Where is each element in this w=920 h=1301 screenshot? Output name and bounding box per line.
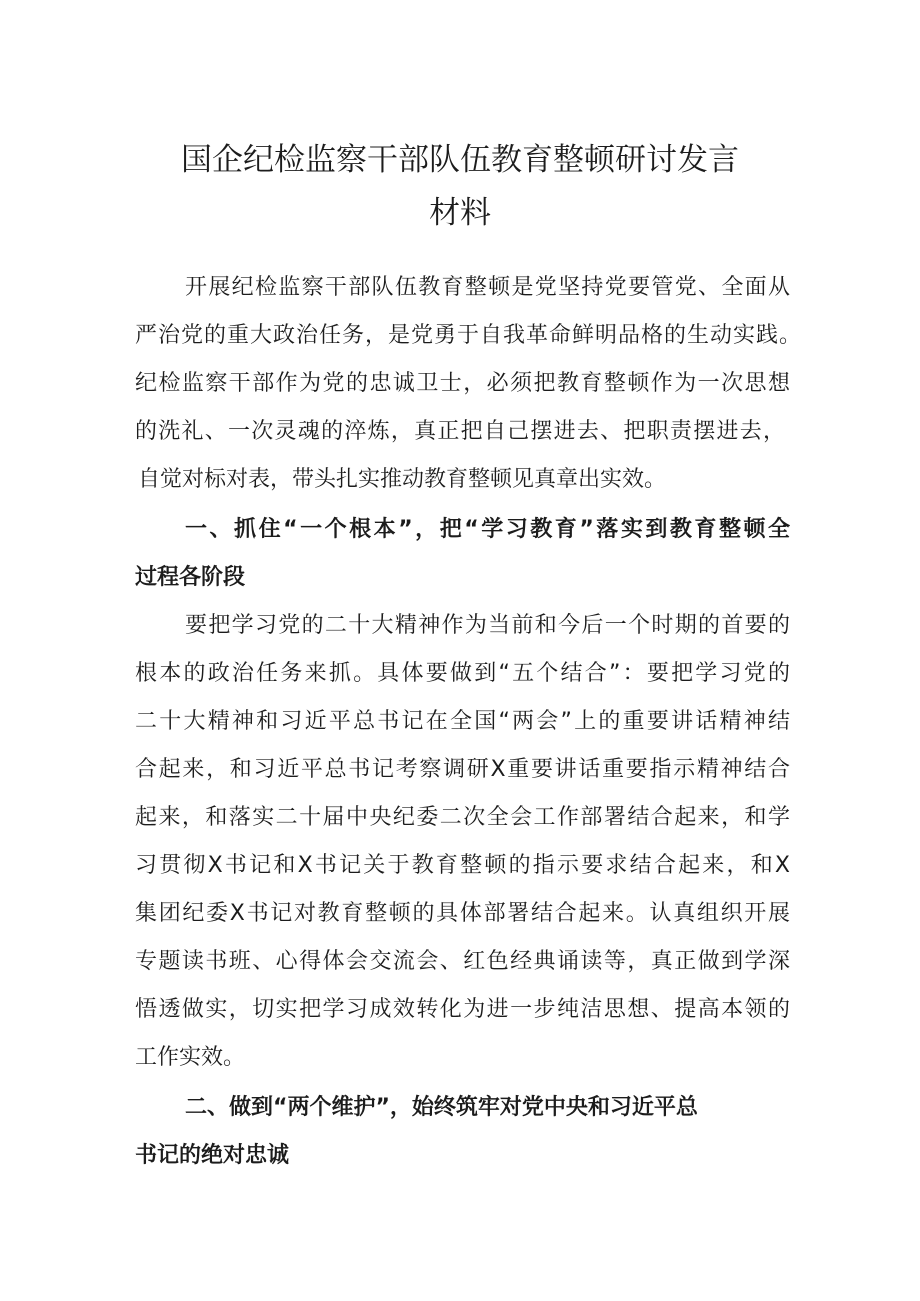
title-line: 材料: [429, 195, 491, 231]
paragraph-line: 根本的政治任务来抓。具体要做到“五个结合”：要把学习党的: [135, 661, 790, 686]
section-heading-line: 书记的绝对忠诚: [135, 1143, 290, 1168]
paragraph-line: 合起来，和习近平总书记考察调研X重要讲话重要指示精神结合: [135, 757, 790, 782]
paragraph-line: 集团纪委X书记对教育整顿的具体部署结合起来。认真组织开展: [135, 901, 790, 926]
section-heading-line: 二、做到“两个维护”，始终筑牢对党中央和习近平总: [185, 1095, 698, 1120]
paragraph-line: 开展纪检监察干部队伍教育整顿是党坚持党要管党、全面从: [185, 275, 790, 300]
paragraph-line: 习贯彻X书记和X书记关于教育整顿的指示要求结合起来，和X: [135, 853, 790, 878]
title-line: 国企纪检监察干部队伍教育整顿研讨发言: [181, 142, 739, 178]
paragraph-line: 工作实效。: [135, 1045, 246, 1070]
paragraph-line: 二十大精神和习近平总书记在全国“两会”上的重要讲话精神结: [135, 709, 790, 734]
paragraph-line: 悟透做实，切实把学习成效转化为进一步纯洁思想、提高本领的: [135, 997, 790, 1022]
paragraph-line: 起来，和落实二十届中央纪委二次全会工作部署结合起来，和学: [135, 805, 790, 830]
paragraph-line: 自觉对标对表，带头扎实推动教育整顿见真章出实效。: [138, 467, 667, 492]
paragraph-line: 严治党的重大政治任务，是党勇于自我革命鲜明品格的生动实践。: [135, 323, 801, 348]
paragraph-line: 要把学习党的二十大精神作为当前和今后一个时期的首要的: [185, 613, 790, 638]
section-heading-line: 过程各阶段: [135, 565, 246, 590]
paragraph-line: 的洗礼、一次灵魂的淬炼，真正把自己摆进去、把职责摆进去，: [135, 419, 785, 444]
section-heading-line: 一、抓住“一个根本”，把“学习教育”落实到教育整顿全: [185, 517, 790, 542]
paragraph-line: 纪检监察干部作为党的忠诚卫士，必须把教育整顿作为一次思想: [135, 371, 790, 396]
paragraph-line: 专题读书班、心得体会交流会、红色经典诵读等，真正做到学深: [135, 949, 790, 974]
